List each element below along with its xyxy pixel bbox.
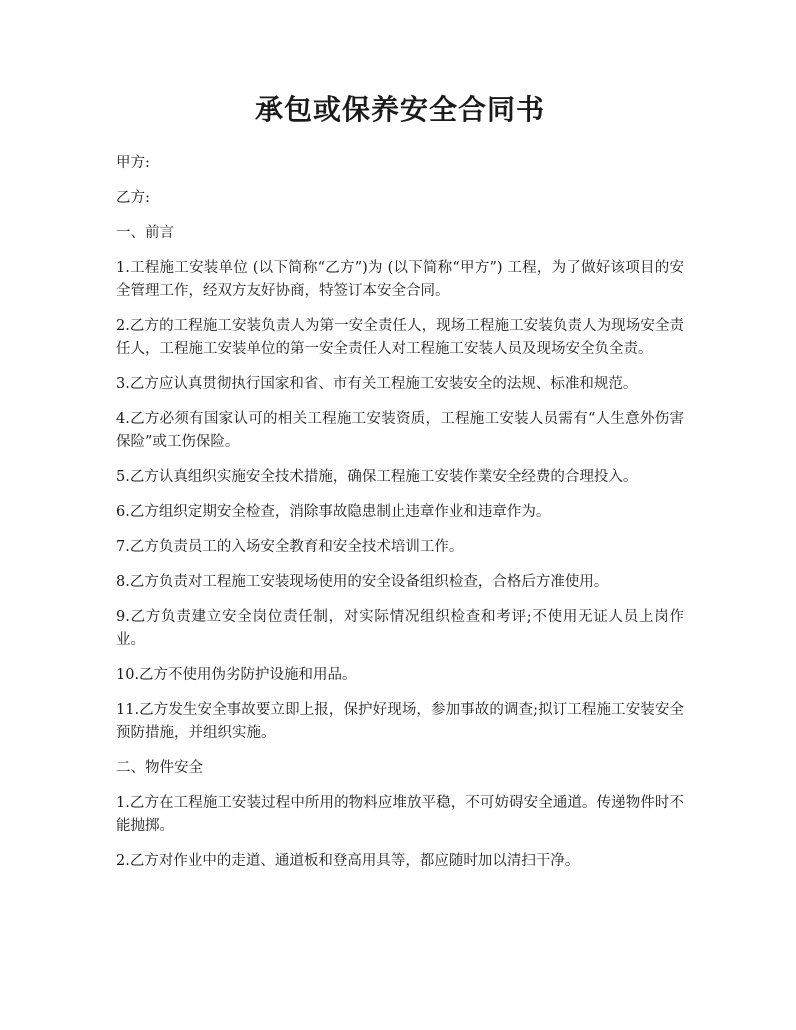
section-heading-object-safety: 二、物件安全 bbox=[116, 760, 203, 776]
clause-paragraph: 11.乙方发生安全事故要立即上报，保护好现场，参加事故的调查;拟订工程施工安装安全预防措施，并组织实施。 bbox=[116, 702, 684, 741]
section-heading-preface: 一、前言 bbox=[116, 225, 174, 241]
clause-paragraph: 5.乙方认真组织实施安全技术措施，确保工程施工安装作業安全经费的合理投入。 bbox=[116, 469, 638, 485]
page-title: 承包或保养安全合同书 bbox=[254, 93, 545, 126]
clause-paragraph: 9.乙方负责建立安全岗位责任制，对实际情况组织检查和考评;不使用无证人员上岗作业。 bbox=[116, 609, 684, 648]
clause-paragraph: 6.乙方组织定期安全检查，消除事故隐患制止违章作业和违章作为。 bbox=[116, 504, 551, 520]
clause-paragraph: 4.乙方必须有国家认可的相关工程施工安装资质，工程施工安装人员需有“人生意外伤害保险”或工伤保险。 bbox=[116, 411, 684, 450]
clause-paragraph: 2.乙方对作业中的走道、通道板和登高用具等，都应随时加以清扫干净。 bbox=[116, 853, 580, 869]
clause-paragraph: 8.乙方负责对工程施工安装现场使用的安全设备组织检查，合格后方准使用。 bbox=[116, 574, 609, 590]
clause-paragraph: 1.工程施工安装单位 (以下简称“乙方”)为 (以下简称“甲方”) 工程，为了做好该项目的安全管理工作，经双方友好协商，特签订本安全合同。 bbox=[116, 260, 684, 299]
clause-paragraph: 10.乙方不使用伪劣防护设施和用品。 bbox=[116, 667, 357, 683]
clause-paragraph: 3.乙方应认真贯彻执行国家和省、市有关工程施工安装安全的法规、标准和规范。 bbox=[116, 376, 638, 392]
clause-paragraph: 2.乙方的工程施工安装负责人为第一安全责任人，现场工程施工安装负责人为现场安全责任人，工程施工安装单位的第一安全责任人对工程施工安装人员及现场安全负全责。 bbox=[116, 318, 684, 357]
party-a-line: 甲方: bbox=[116, 155, 150, 171]
clause-paragraph: 1.乙方在工程施工安装过程中所用的物料应堆放平稳，不可妨碍安全通道。传递物件时不能抛掷。 bbox=[116, 795, 684, 834]
party-b-line: 乙方: bbox=[116, 190, 150, 206]
clause-paragraph: 7.乙方负责员工的入场安全教育和安全技术培训工作。 bbox=[116, 539, 464, 555]
